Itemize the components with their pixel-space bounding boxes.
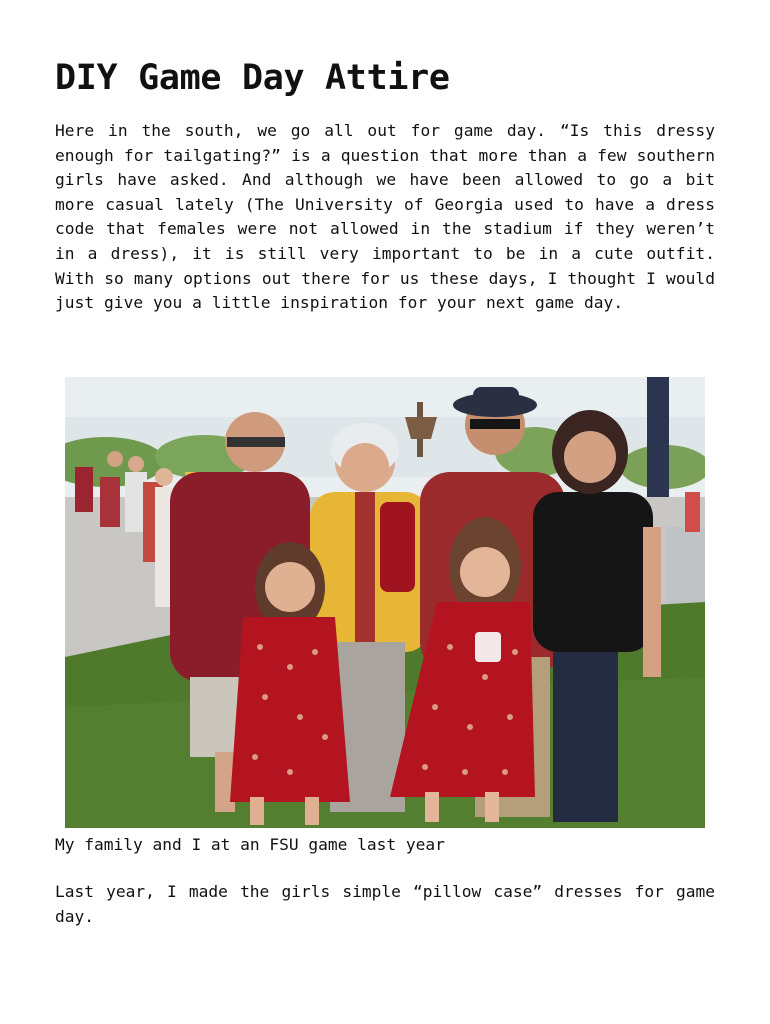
article-intro-paragraph: Here in the south, we go all out for game day. “Is this dressy enough for tailgating?” is a question that more than a few southern girls have asked. And although we have been allowed to go a bit more casual lately (The University of Georgia used to have a dress code that females were not allowed in the stadium if they weren’t in a dress), it is still very important to be in a cute outfit. With so many options out there for us these days, I thought I would just give you a little inspiration for your next game day. <box>55 121 715 313</box>
article-title: DIY Game Day Attire <box>55 58 450 98</box>
photo-caption: My family and I at an FSU game last year <box>55 835 445 854</box>
article-paragraph: Last year, I made the girls simple “pillow case” dresses for game day. <box>55 882 715 926</box>
family-photo <box>65 377 705 828</box>
